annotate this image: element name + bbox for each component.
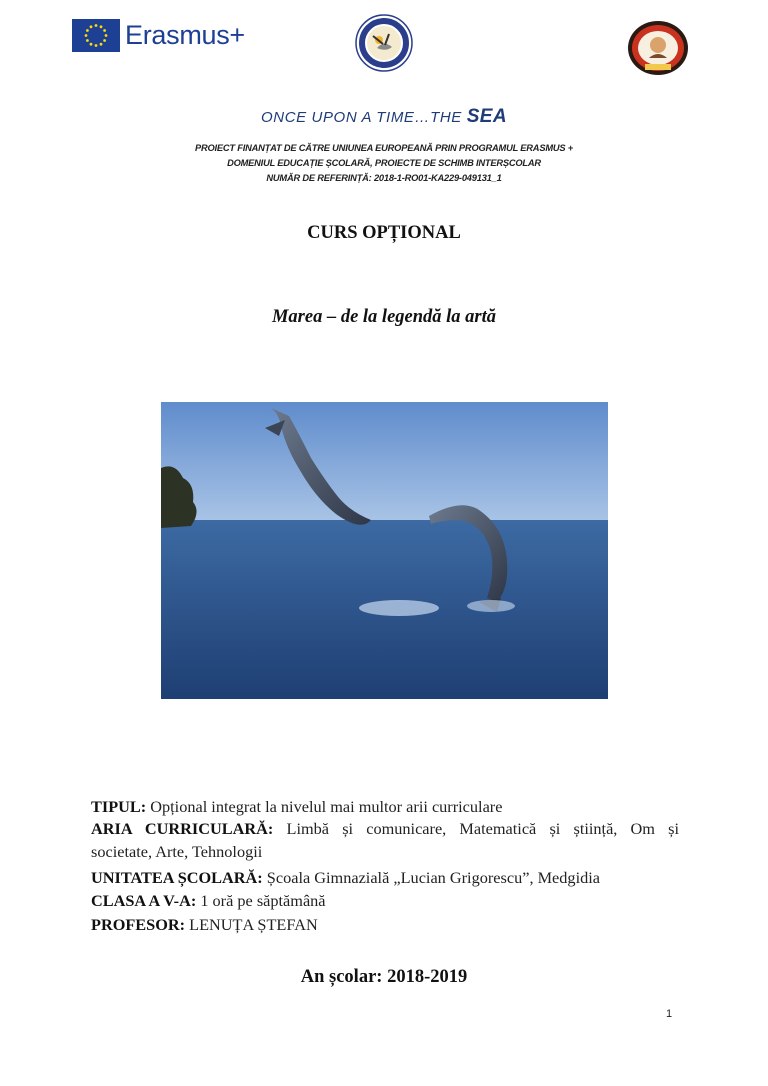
info-clasa — [91, 890, 679, 913]
erasmus-plus-logo — [72, 19, 245, 53]
info-aria-label: ARIA CURRICULARĂ: — [91, 819, 274, 838]
info-aria-continued: societate, Arte, Tehnologii — [91, 842, 263, 861]
info-profesor-label: PROFESOR: — [91, 915, 186, 934]
school-year: An școlar: 2018-2019 — [300, 967, 468, 987]
erasmus-wordmark: Erasmus+ — [125, 20, 245, 50]
info-clasa-label: CLASA A V-A: — [91, 891, 197, 910]
project-title-emphasis: SEA — [466, 106, 507, 127]
info-unitatea-label: UNITATEA ȘCOLARĂ: — [91, 868, 263, 887]
project-logo-icon — [355, 14, 413, 72]
school-logo-icon — [627, 20, 689, 76]
info-clasa-value: 1 oră pe săptămână — [196, 891, 326, 910]
info-tipul-label: TIPUL: — [91, 797, 147, 816]
course-type-heading: CURS OPȚIONAL — [307, 223, 461, 243]
project-domain-line: DOMENIUL EDUCAȚIE ȘCOLARĂ, PROIECTE DE SCHIMB INTERȘCOLAR — [227, 158, 541, 168]
info-profesor — [91, 914, 679, 937]
project-reference-line: NUMĂR DE REFERINȚĂ: 2018-1-RO01-KA229-049131_1 — [266, 173, 502, 183]
info-tipul — [91, 796, 679, 819]
eu-flag-icon — [72, 19, 120, 52]
project-title-prefix: ONCE UPON A TIME…THE — [261, 109, 467, 126]
info-unitatea — [91, 867, 679, 890]
info-aria — [91, 818, 679, 841]
info-tipul-value: Opțional integrat la nivelul mai multor arii curriculare — [146, 797, 503, 816]
info-aria-value: Limbă și comunicare, Matematică și știință, Om și — [273, 819, 680, 838]
page-number: 1 — [666, 1008, 673, 1020]
info-unitatea-value: Școala Gimnazială „Lucian Grigorescu”, Medgidia — [262, 868, 600, 887]
project-funding-line: PROIECT FINANȚAT DE CĂTRE UNIUNEA EUROPEANĂ PRIN PROGRAMUL ERASMUS + — [194, 143, 573, 153]
course-subtitle: Marea – de la legendă la artă — [271, 307, 497, 327]
project-title — [0, 106, 768, 128]
info-profesor-value: LENUȚA ȘTEFAN — [185, 915, 318, 934]
dolphins-photo — [161, 402, 608, 699]
